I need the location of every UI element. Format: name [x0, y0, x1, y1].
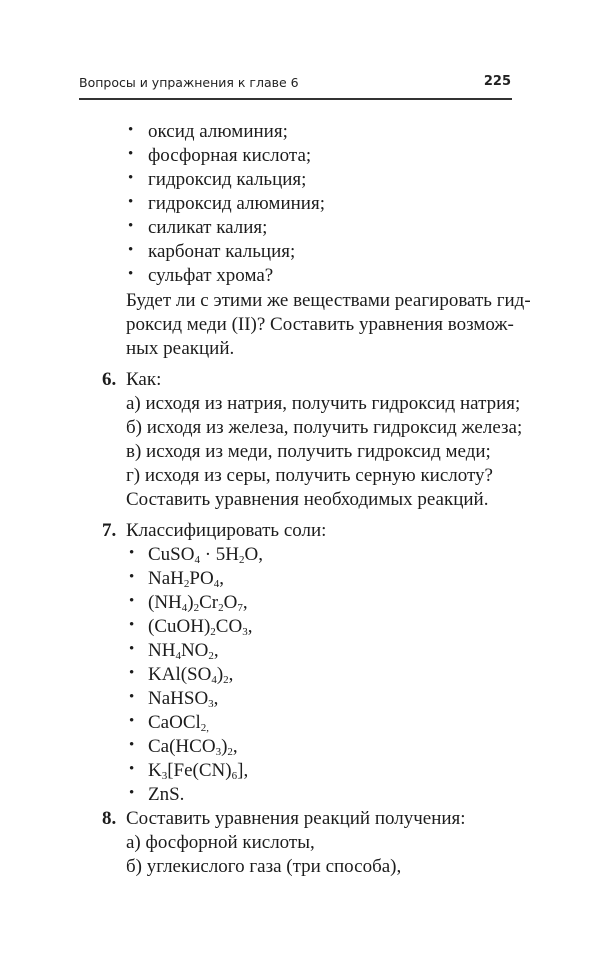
question-number: 8.: [102, 808, 117, 829]
bullet-icon: •: [129, 713, 135, 729]
paragraph-line: роксид меди (II)? Составить уравнения возмож-: [126, 314, 514, 335]
bullet-icon: •: [128, 266, 134, 282]
list-item: силикат калия;: [148, 217, 268, 238]
salt-formula: $(CuOH)_2CO_3$,: [148, 616, 253, 638]
salt-formula: $K_3[Fe(CN)_6]$,: [148, 760, 249, 782]
salt-formula: $KAl(SO_4)_2$,: [148, 664, 234, 686]
bullet-icon: •: [129, 617, 135, 633]
bullet-icon: •: [129, 689, 135, 705]
question-lead: Составить уравнения реакций получения:: [126, 808, 466, 829]
salt-formula: $(NH_4)_2Cr_2O_7$,: [148, 592, 248, 614]
bullet-icon: •: [129, 785, 135, 801]
question-line: а) фосфорной кислоты,: [126, 832, 315, 853]
question-line: б) исходя из железа, получить гидроксид железа;: [126, 417, 523, 438]
header-rule: [79, 98, 512, 100]
salt-formula: CuSO$_4$ · $5H_2O$,: [148, 544, 264, 566]
list-item: гидроксид кальция;: [148, 169, 307, 190]
salt-formula: CaOCl$_{2,}$: [148, 712, 210, 734]
bullet-icon: •: [129, 593, 135, 609]
question-line: Составить уравнения необходимых реакций.: [126, 489, 489, 510]
bullet-icon: •: [129, 665, 135, 681]
paragraph-line: Будет ли с этими же веществами реагировать гид-: [126, 290, 531, 311]
running-head: [79, 73, 512, 93]
salt-formula: $Ca(HCO_3)_2$,: [148, 736, 238, 758]
bullet-icon: •: [129, 737, 135, 753]
question-line: б) углекислого газа (три способа),: [126, 856, 402, 877]
bullet-icon: •: [128, 242, 134, 258]
page-number: 225: [483, 74, 511, 89]
salt-formula: $NaH_2PO_4$,: [148, 568, 224, 590]
bullet-icon: •: [129, 761, 135, 777]
list-item: сульфат хрома?: [148, 265, 274, 286]
bullet-icon: •: [129, 545, 135, 561]
list-item: оксид алюминия;: [148, 121, 288, 142]
question-number: 7.: [102, 520, 117, 541]
question-lead: Классифицировать соли:: [126, 520, 327, 541]
chapter-title: Вопросы и упражнения к главе 6: [79, 75, 299, 90]
list-item: карбонат кальция;: [148, 241, 296, 262]
bullet-icon: •: [128, 122, 134, 138]
question-line: в) исходя из меди, получить гидроксид меди;: [126, 441, 491, 462]
salt-formula: $NH_4NO_2$,: [148, 640, 219, 662]
question-lead: Как:: [126, 369, 162, 390]
list-item: гидроксид алюминия;: [148, 193, 325, 214]
bullet-icon: •: [128, 218, 134, 234]
list-item: фосфорная кислота;: [148, 145, 312, 166]
salt-formula: NaHSO$_3$,: [148, 688, 219, 710]
question-line: г) исходя из серы, получить серную кислоту?: [126, 465, 493, 486]
bullet-icon: •: [128, 170, 134, 186]
question-number: 6.: [102, 369, 117, 390]
bullet-icon: •: [129, 641, 135, 657]
bullet-icon: •: [128, 146, 134, 162]
paragraph-line: ных реакций.: [126, 338, 235, 359]
bullet-icon: •: [129, 569, 135, 585]
question-line: а) исходя из натрия, получить гидроксид натрия;: [126, 393, 521, 414]
salt-formula: ZnS.: [148, 784, 185, 805]
bullet-icon: •: [128, 194, 134, 210]
